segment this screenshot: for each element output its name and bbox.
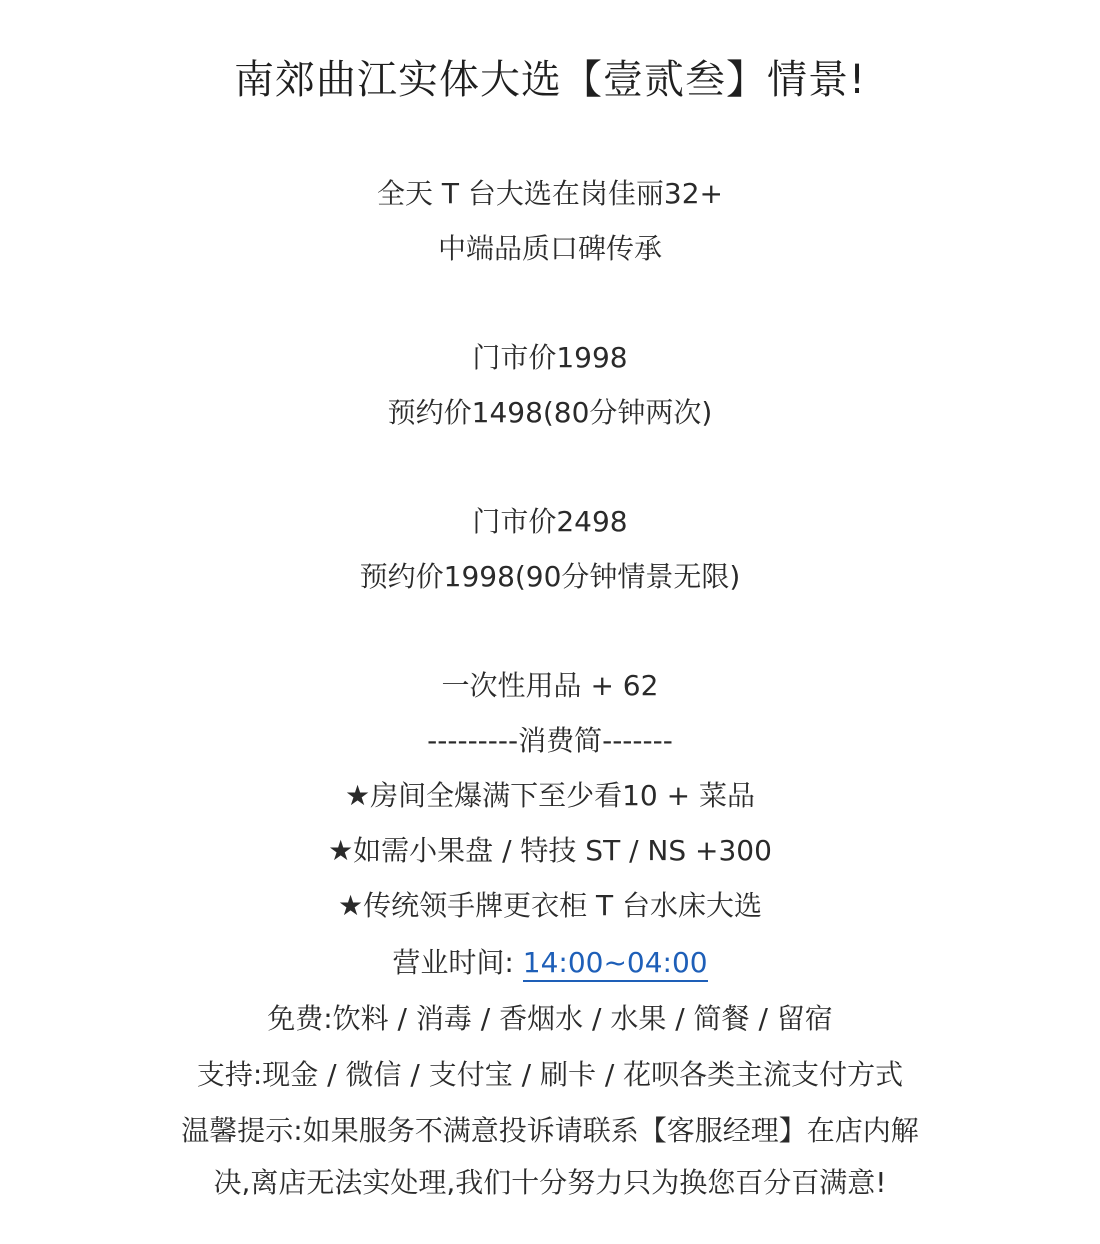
feature-item-1: ★房间全爆满下至少看10 + 菜品 (345, 779, 755, 812)
market-price-1: 门市价1998 (472, 341, 628, 374)
booking-price-2: 预约价1998(90分钟情景无限) (359, 560, 741, 593)
free-items-line: 免费:饮料 / 消毒 / 香烟水 / 水果 / 简餐 / 留宿 (267, 1002, 833, 1035)
feature-item-2: ★如需小果盘 / 特技 ST / NS +300 (328, 834, 772, 867)
business-hours-link[interactable]: 14:00~04:00 (523, 946, 708, 982)
payment-methods-line: 支持:现金 / 微信 / 支付宝 / 刷卡 / 花呗各类主流支付方式 (196, 1058, 904, 1091)
market-price-2: 门市价2498 (472, 505, 628, 538)
intro-line-quality: 中端品质口碑传承 (437, 232, 662, 265)
page-title: 南郊曲江实体大选【壹贰叁】情景! (233, 57, 867, 103)
notice-line-1: 温馨提示:如果服务不满意投诉请联系【客服经理】在店内解 (181, 1114, 919, 1147)
feature-item-3: ★传统领手牌更衣柜 T 台水床大选 (337, 889, 762, 922)
extras-line: 一次性用品 + 62 (441, 669, 659, 702)
notice-line-2: 决,离店无法实处理,我们十分努力只为换您百分百满意! (213, 1166, 887, 1199)
intro-line-staff: 全天 T 台大选在岗佳丽32+ (377, 177, 723, 210)
business-hours-label: 营业时间: (392, 946, 514, 979)
booking-price-1: 预约价1498(80分钟两次) (387, 396, 713, 429)
business-hours (0, 943, 1100, 983)
section-divider: ---------消费简------- (427, 724, 673, 757)
